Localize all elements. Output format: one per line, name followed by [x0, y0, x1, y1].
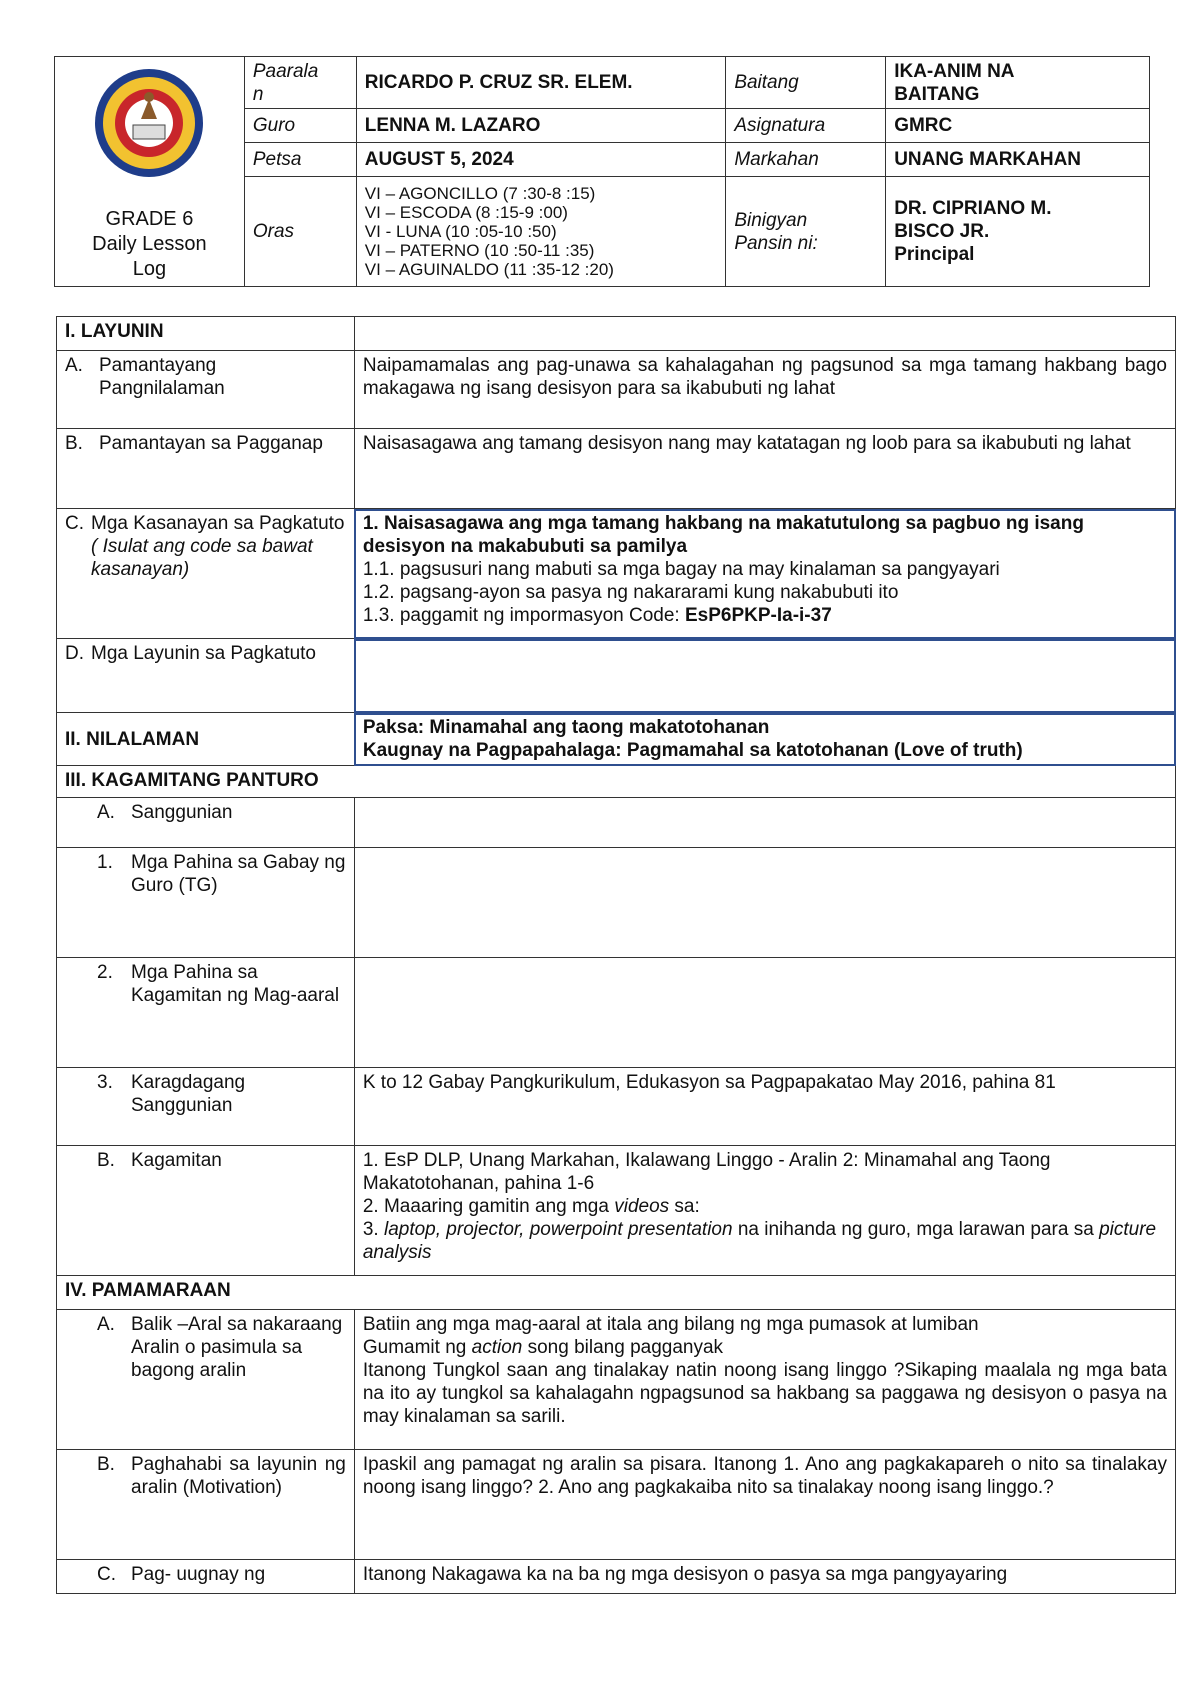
- lesson-table: [56, 316, 1176, 1594]
- row-sanggunian-label: A. Sanggunian: [57, 798, 355, 848]
- row-d-label: D. Mga Layunin sa Pagkatuto: [57, 639, 355, 713]
- petsa-value: AUGUST 5, 2024: [356, 143, 726, 177]
- school-seal-logo: [93, 67, 205, 179]
- row-c-value: 1. Naisasagawa ang mga tamang hakbang na makatutulong sa pagbuo ng isang desisyon na makabubuti sa pamilya 1.1. pagsusuri nang mabuti sa mga bagay na may kinalaman sa pangyayari 1.2. pagsang-ayon sa pasya ng nakararami kung nakabubuti ito 1.3. paggamit ng impormasyon Code: EsP6PKP-Ia-i-37: [354, 509, 1175, 639]
- row-lm-label: 2. Mga Pahina sa Kagamitan ng Mag-aaral: [57, 958, 355, 1068]
- row-b-value: Naisasagawa ang tamang desisyon nang may katatagan ng loob para sa ikabubuti ng lahat: [354, 429, 1175, 509]
- dll-title-line-1: GRADE 6: [105, 208, 194, 230]
- lm-value: [354, 958, 1175, 1068]
- paaralan-value: RICARDO P. CRUZ SR. ELEM.: [356, 57, 726, 109]
- sanggunian-value: [354, 798, 1175, 848]
- markahan-label: Markahan: [726, 143, 886, 177]
- layunin-empty: [354, 317, 1175, 351]
- section-layunin: I. LAYUNIN: [57, 317, 355, 351]
- asignatura-label: Asignatura: [726, 109, 886, 143]
- baitang-value: IKA-ANIM NA BAITANG: [886, 57, 1150, 109]
- balik-value: Batiin ang mga mag-aaral at itala ang bilang ng mga pumasok at lumiban Gumamit ng action song bilang pagganyak Itanong Tungkol saan ang tinalakay natin noong isang linggo ?Sikaping maalala ng mga bata na ito ay tungkol sa kahalagahn ngpagsunod sa hakbang sa paggawa ng desisyon o pasya na may kinalaman sa sarili.: [354, 1310, 1175, 1450]
- row-c-label: C. Mga Kasanayan sa Pagkatuto ( Isulat ang code sa bawat kasanayan): [57, 509, 355, 639]
- row-d-value: [354, 639, 1175, 713]
- competency-code: EsP6PKP-Ia-i-37: [684, 605, 832, 626]
- row-balik-label: A. Balik –Aral sa nakaraang Aralin o pasimula sa bagong aralin: [57, 1310, 355, 1450]
- pag-value: Itanong Nakagawa ka na ba ng mga desisyon o pasya sa mga pangyayaring: [354, 1560, 1175, 1594]
- binigyan-label: Binigyan Pansin ni:: [726, 177, 886, 287]
- row-paghahabi-label: B. Paghahabi sa layunin ng aralin (Motivation): [57, 1450, 355, 1560]
- row-karag-label: 3. Karagdagang Sanggunian: [57, 1068, 355, 1146]
- logo-cell: [55, 57, 245, 287]
- section-pamamaraan: IV. PAMAMARAAN: [57, 1276, 1176, 1310]
- row-pag-label: C. Pag- uugnay ng: [57, 1560, 355, 1594]
- row-kagamitan-label: B. Kagamitan: [57, 1146, 355, 1276]
- section-nilalaman: II. NILALAMAN: [57, 713, 355, 766]
- petsa-label: Petsa: [244, 143, 356, 177]
- dll-title-line-3: Log: [132, 258, 167, 280]
- paaralan-label: Paarala n: [244, 57, 356, 109]
- dll-title-line-2: Daily Lesson: [92, 233, 207, 255]
- binigyan-value: DR. CIPRIANO M. BISCO JR. Principal: [886, 177, 1150, 287]
- row-tg-label: 1. Mga Pahina sa Gabay ng Guro (TG): [57, 848, 355, 958]
- oras-label: Oras: [244, 177, 356, 287]
- nilalaman-value: Paksa: Minamahal ang taong makatotohanan Kaugnay na Pagpapahalaga: Pagmamahal sa katotohanan (Love of truth): [354, 713, 1175, 766]
- row-a-value: Naipamamalas ang pag-unawa sa kahalagahan ng pagsunod sa mga tamang hakbang bago makagawa ng isang desisyon para sa ikabubuti ng lahat: [354, 351, 1175, 429]
- guro-label: Guro: [244, 109, 356, 143]
- header-table: [54, 56, 1150, 287]
- paghahabi-value: Ipaskil ang pamagat ng aralin sa pisara. Itanong 1. Ano ang pagkakapareh o nito sa tinalakay noong isang linggo? 2. Ano ang pagkakaiba nito sa tinalakay noong isang linggo.?: [354, 1450, 1175, 1560]
- guro-value: LENNA M. LAZARO: [356, 109, 726, 143]
- markahan-value: UNANG MARKAHAN: [886, 143, 1150, 177]
- asignatura-value: GMRC: [886, 109, 1150, 143]
- tg-value: [354, 848, 1175, 958]
- baitang-label: Baitang: [726, 57, 886, 109]
- oras-schedule: VI – AGONCILLO (7 :30-8 :15) VI – ESCODA (8 :15-9 :00) VI - LUNA (10 :05-10 :50) VI – PATERNO (10 :50-11 :35) VI – AGUINALDO (11 :35-12 :20): [356, 177, 726, 287]
- row-a-label: A. Pamantayang Pangnilalaman: [57, 351, 355, 429]
- section-kagamitang: III. KAGAMITANG PANTURO: [57, 766, 1176, 798]
- kagamitan-value: 1. EsP DLP, Unang Markahan, Ikalawang Linggo - Aralin 2: Minamahal ang Taong Makatotohanan, pahina 1-6 2. Maaaring gamitin ang mga videos sa: 3. laptop, projector, powerpoint presentation na inihanda ng guro, mga larawan para sa picture analysis: [354, 1146, 1175, 1276]
- karag-value: K to 12 Gabay Pangkurikulum, Edukasyon sa Pagpapakatao May 2016, pahina 81: [354, 1068, 1175, 1146]
- row-b-label: B. Pamantayan sa Pagganap: [57, 429, 355, 509]
